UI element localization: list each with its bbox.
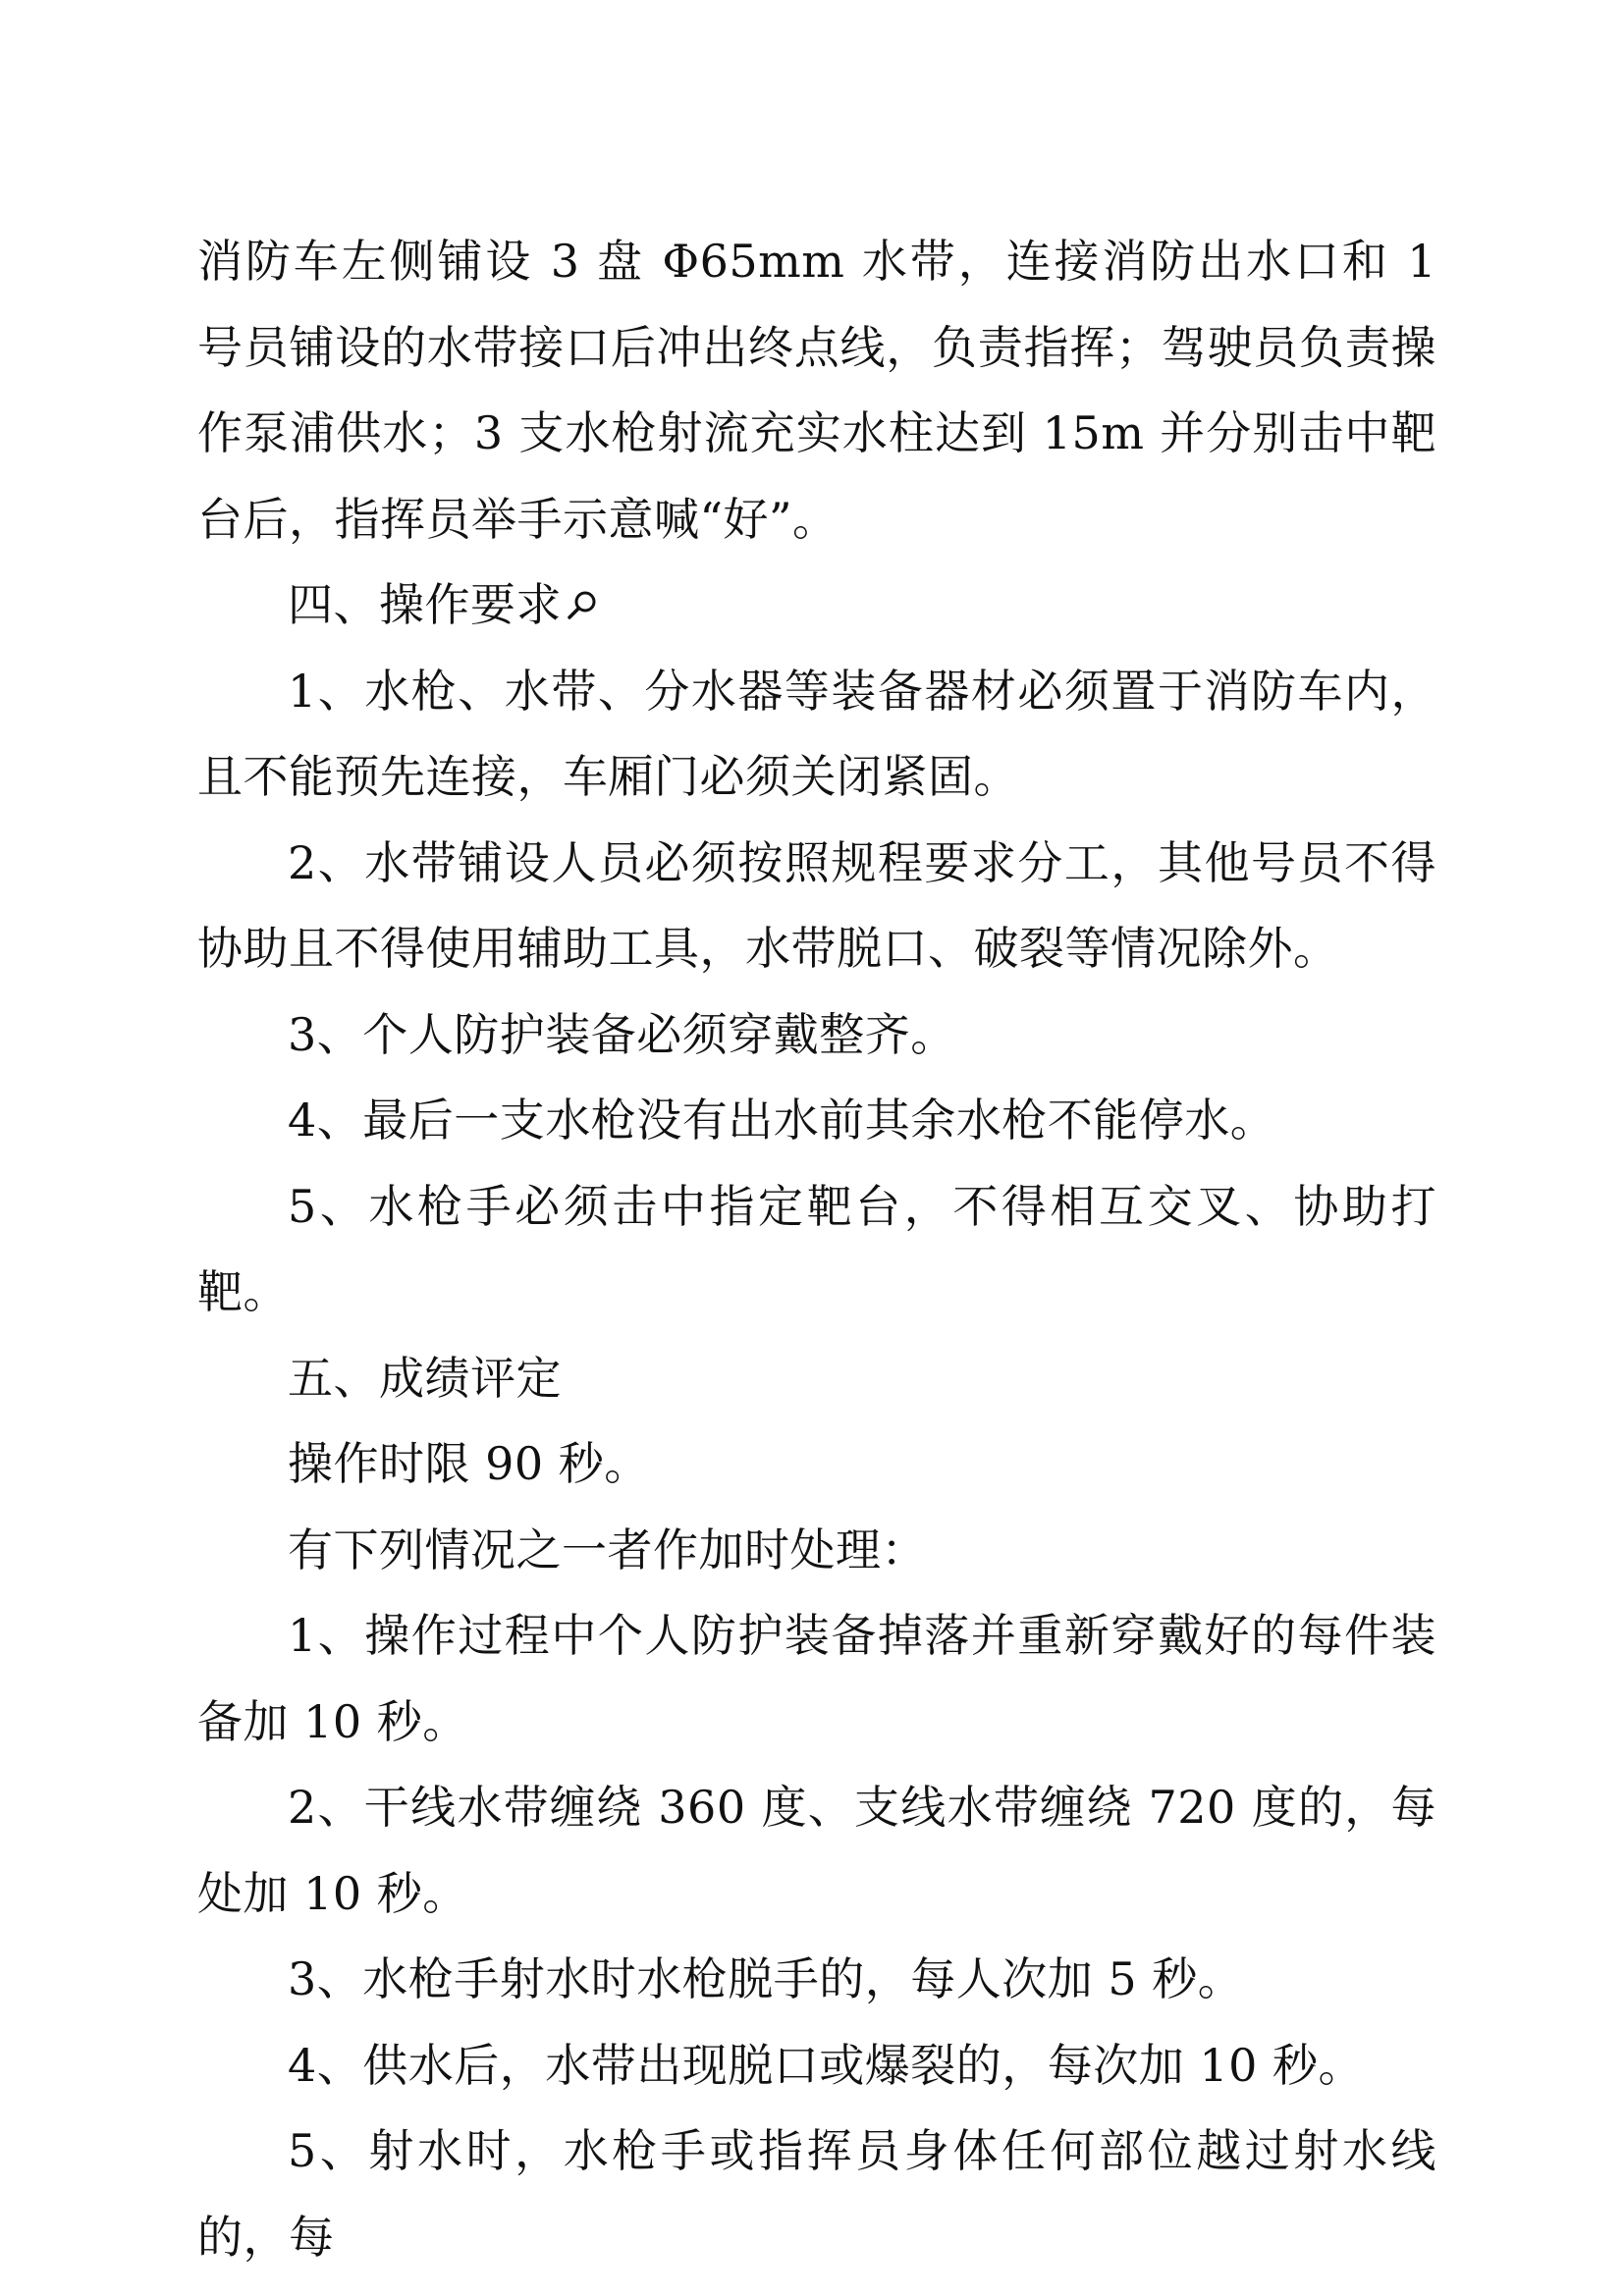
penalty-item-4: 4、供水后，水带出现脱口或爆裂的，每次加 10 秒。 — [288, 2038, 1365, 2092]
penalty-intro-text: 有下列情况之一者作加时处理： — [288, 1522, 927, 1576]
penalty-item-5: 5、射水时，水枪手或指挥员身体任何部位越过射水线的，每 — [197, 2124, 1436, 2264]
time-limit-text: 操作时限 90 秒。 — [288, 1437, 650, 1490]
requirement-item-1: 1、水枪、水带、分水器等装备器材必须置于消防车内，且不能预先连接，车厢门必须关闭紧固。 — [197, 664, 1436, 803]
penalty-item-1: 1、操作过程中个人防护装备掉落并重新穿戴好的每件装备加 10 秒。 — [197, 1609, 1436, 1748]
search-icon — [566, 589, 599, 622]
section-heading-scoring: 五、成绩评定 — [288, 1351, 562, 1405]
document-body — [197, 219, 1436, 2280]
section-heading-operation-requirements — [197, 562, 1436, 649]
requirement-item-3: 3、个人防护装备必须穿戴整齐。 — [288, 1007, 956, 1061]
penalty-item-2: 2、干线水带缠绕 360 度、支线水带缠绕 720 度的，每处加 10 秒。 — [197, 1781, 1436, 1920]
section-heading-text: 四、操作要求 — [288, 578, 562, 631]
requirement-item-5: 5、水枪手必须击中指定靶台，不得相互交叉、协助打靶。 — [197, 1179, 1436, 1318]
requirement-item-2: 2、水带铺设人员必须按照规程要求分工，其他号员不得协助且不得使用辅助工具，水带脱口、破裂等情况除外。 — [197, 835, 1436, 975]
requirement-item-4: 4、最后一支水枪没有出水前其余水枪不能停水。 — [288, 1094, 1276, 1147]
penalty-item-3: 3、水枪手射水时水枪脱手的，每人次加 5 秒。 — [288, 1952, 1244, 2005]
paragraph-continuation: 消防车左侧铺设 3 盘 Φ65mm 水带，连接消防出水口和 1 号员铺设的水带接口后冲出终点线，负责指挥；驾驶员负责操作泵浦供水；3 支水枪射流充实水柱达到 15m 并分别击中靶台后，指挥员举手示意喊“好”。 — [197, 235, 1436, 546]
